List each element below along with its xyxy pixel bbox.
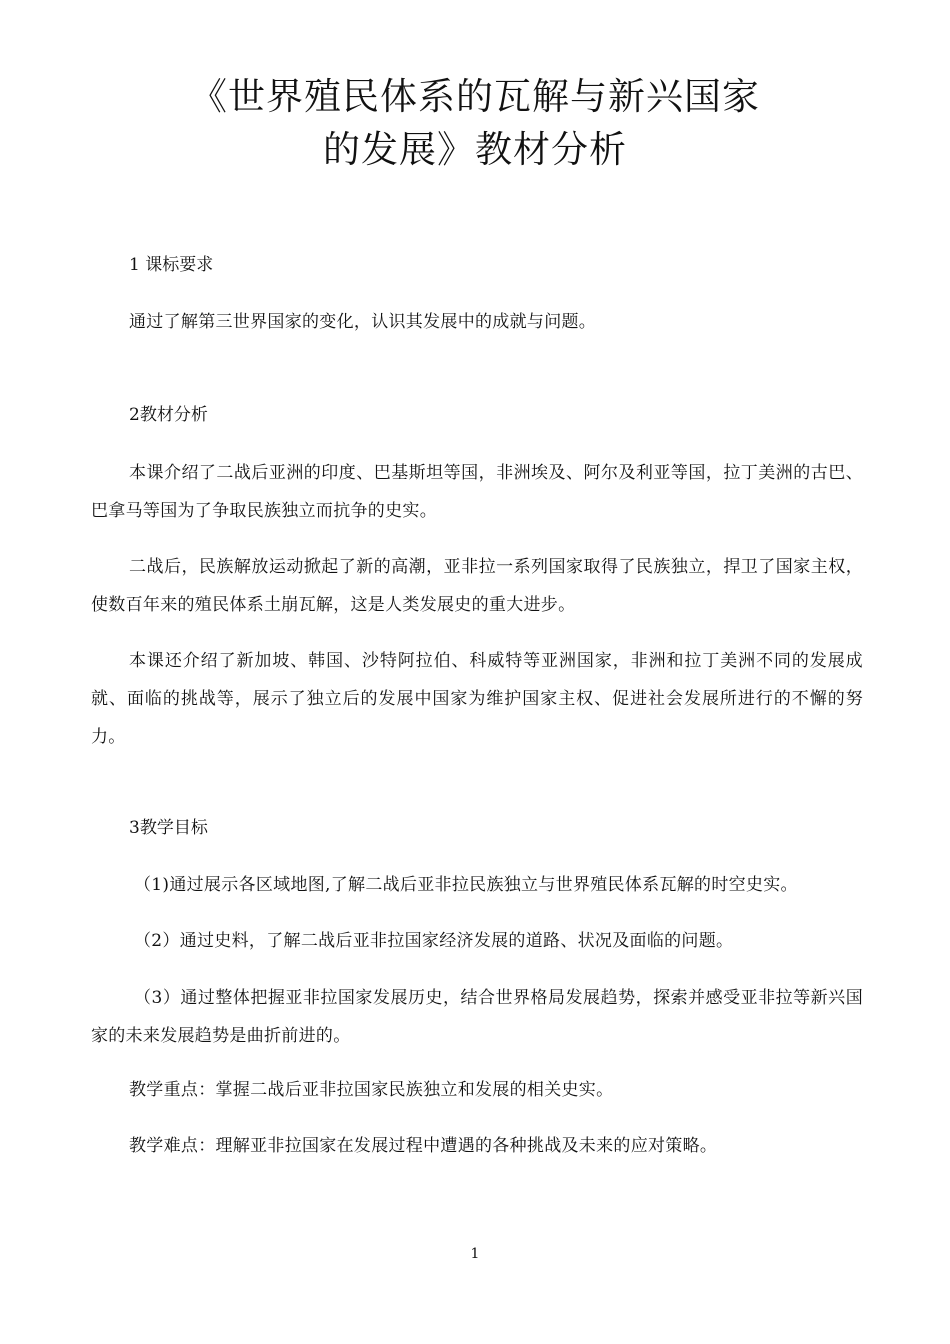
page-number: 1 [470, 1246, 480, 1262]
teaching-key-point: 教学重点：掌握二战后亚非拉国家民族独立和发展的相关史实。 [129, 1080, 614, 1100]
teaching-goal-1: （1)通过展示各区域地图,了解二战后亚非拉民族独立与世界殖民体系瓦解的时空史实。 [134, 875, 798, 895]
teaching-difficult-point: 教学难点：理解亚非拉国家在发展过程中遭遇的各种挑战及未来的应对策略。 [129, 1136, 718, 1156]
section-2-paragraph-2: 二战后，民族解放运动掀起了新的高潮，亚非拉一系列国家取得了民族独立，捍卫了国家主权，使数百年来的殖民体系土崩瓦解，这是人类发展史的重大进步。 [91, 557, 863, 615]
section-1-heading: 1 课标要求 [129, 255, 214, 275]
section-2-heading: 2教材分析 [129, 405, 208, 425]
section-2-paragraph-3: 本课还介绍了新加坡、韩国、沙特阿拉伯、科威特等亚洲国家，非洲和拉丁美洲不同的发展成就、面临的挑战等，展示了独立后的发展中国家为维护国家主权、促进社会发展所进行的不懈的努力。 [91, 651, 863, 747]
section-2-paragraph-1: 本课介绍了二战后亚洲的印度、巴基斯坦等国，非洲埃及、阿尔及利亚等国，拉丁美洲的古巴、巴拿马等国为了争取民族独立而抗争的史实。 [91, 463, 863, 521]
teaching-goal-2: （2）通过史料，了解二战后亚非拉国家经济发展的道路、状况及面临的问题。 [134, 931, 734, 951]
section-1-paragraph: 通过了解第三世界国家的变化，认识其发展中的成就与问题。 [129, 312, 597, 332]
section-3-heading: 3教学目标 [129, 818, 208, 838]
document-title-line-2: 的发展》教材分析 [323, 128, 627, 171]
document-title-line-1: 《世界殖民体系的瓦解与新兴国家 [190, 75, 760, 118]
teaching-goal-3: （3）通过整体把握亚非拉国家发展历史，结合世界格局发展趋势，探索并感受亚非拉等新兴国家的未来发展趋势是曲折前进的。 [91, 988, 863, 1046]
